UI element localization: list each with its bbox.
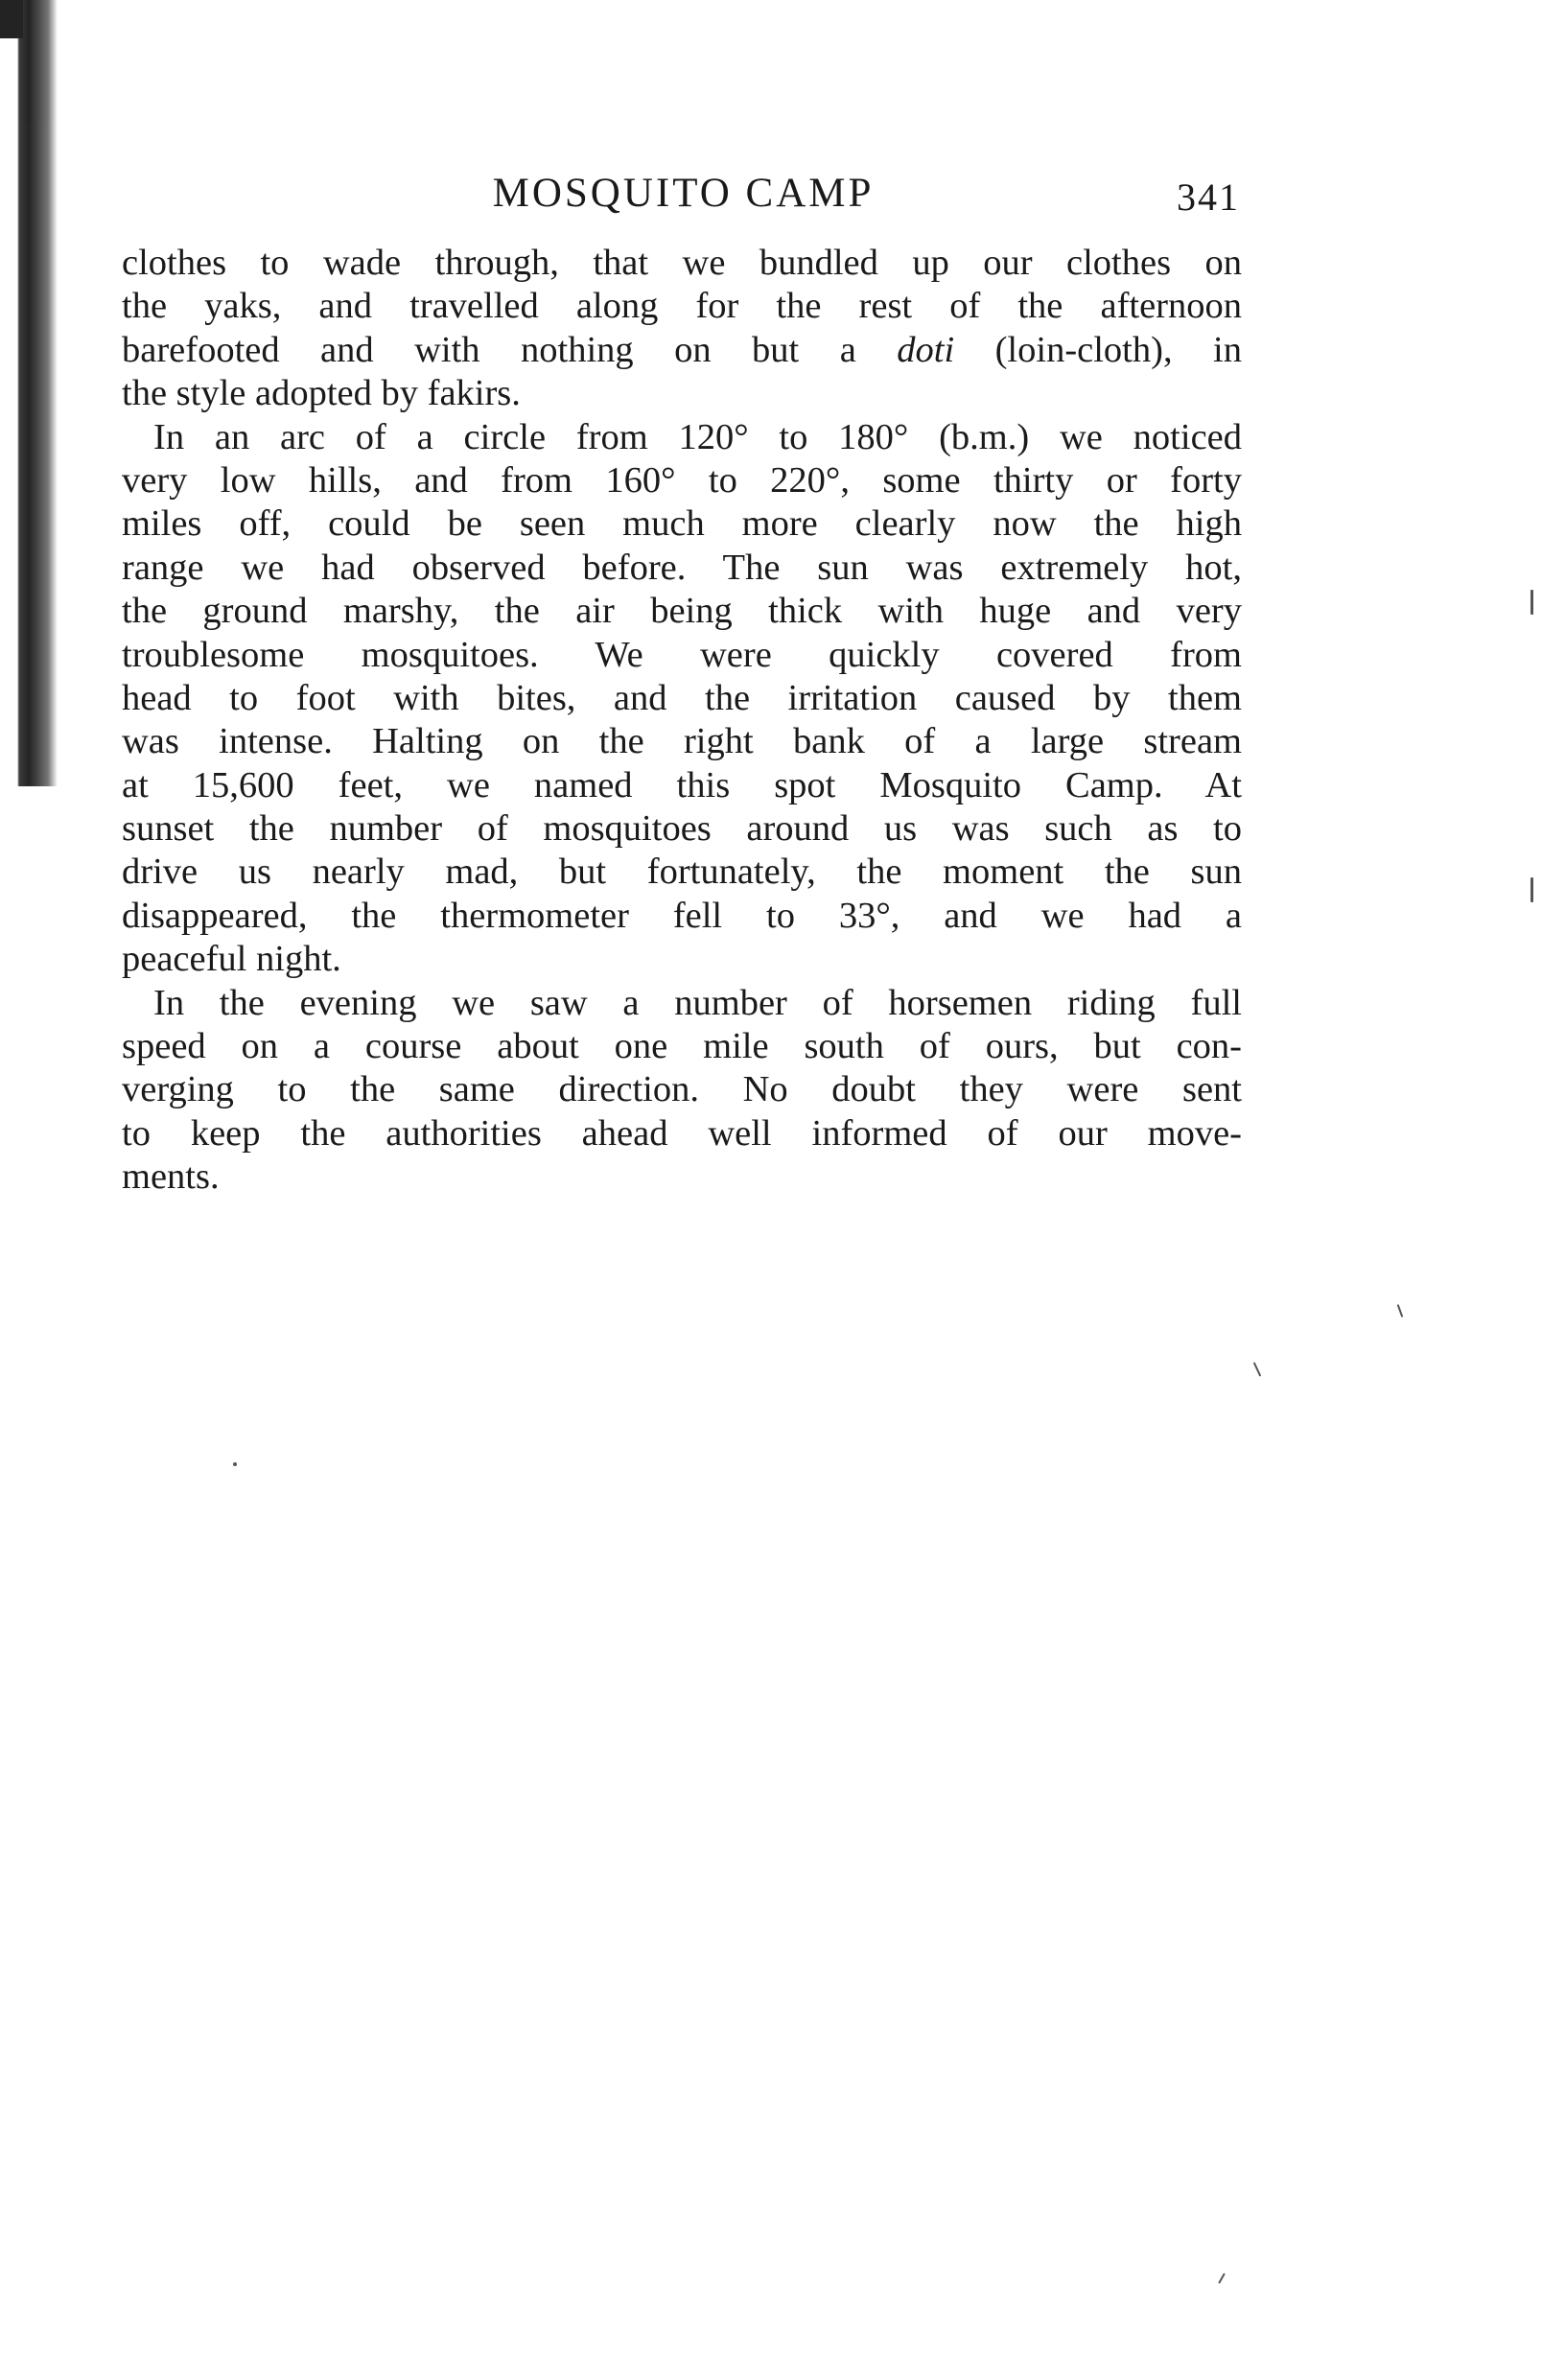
- text-line: the yaks, and travelled along for the rest of the afternoon: [122, 286, 1242, 327]
- scan-speck: [1253, 1362, 1262, 1376]
- text-line: troublesome mosquitoes. We were quickly covered from: [122, 634, 1242, 675]
- text-line: speed on a course about one mile south of ours, but con-: [122, 1026, 1242, 1067]
- scan-binding-edge: [0, 0, 58, 786]
- text-line: In the evening we saw a number of horsemen riding full: [153, 982, 1242, 1023]
- text-line: the ground marshy, the air being thick with huge and very: [122, 591, 1242, 632]
- text-line: to keep the authorities ahead well informed of our move-: [122, 1112, 1242, 1154]
- text-run: barefooted and with nothing on but a: [122, 329, 898, 370]
- text-line: drive us nearly mad, but fortunately, the moment the sun: [122, 852, 1242, 893]
- text-line: peaceful night.: [122, 939, 341, 980]
- text-line: verging to the same direction. No doubt they were sent: [122, 1069, 1242, 1110]
- text-line: the style adopted by fakirs.: [122, 373, 521, 414]
- italic-term: doti: [897, 329, 955, 370]
- scan-speck: [1530, 590, 1533, 615]
- text-line: clothes to wade through, that we bundled up our clothes on: [122, 243, 1242, 283]
- text-line: was intense. Halting on the right bank of a large stream: [122, 721, 1242, 762]
- page-number: 341: [1177, 175, 1240, 219]
- text-line: range we had observed before. The sun was extremely hot,: [122, 547, 1242, 588]
- running-head-title: MOSQUITO CAMP: [492, 171, 875, 216]
- text-line: at 15,600 feet, we named this spot Mosquito Camp. At: [122, 764, 1242, 805]
- scan-speck: [1397, 1304, 1404, 1318]
- text-line: miles off, could be seen much more clearly now the high: [122, 503, 1242, 545]
- text-line: sunset the number of mosquitoes around us was such as to: [122, 808, 1242, 850]
- text-line: disappeared, the thermometer fell to 33°, and we had a: [122, 895, 1242, 936]
- text-line: In an arc of a circle from 120° to 180° (b.m.) we noticed: [153, 416, 1242, 457]
- text-line: very low hills, and from 160° to 220°, some thirty or forty: [122, 459, 1242, 501]
- scan-speck: [1530, 877, 1533, 902]
- text-line: head to foot with bites, and the irritation caused by them: [122, 677, 1242, 718]
- scan-speck: [233, 1462, 237, 1466]
- running-head: [125, 165, 1242, 222]
- body-text: [122, 242, 1242, 1200]
- text-line: ments.: [122, 1156, 220, 1198]
- text-line: [122, 329, 1242, 372]
- text-run: (loin-cloth), in: [954, 329, 1242, 370]
- scan-speck: [1218, 2273, 1226, 2283]
